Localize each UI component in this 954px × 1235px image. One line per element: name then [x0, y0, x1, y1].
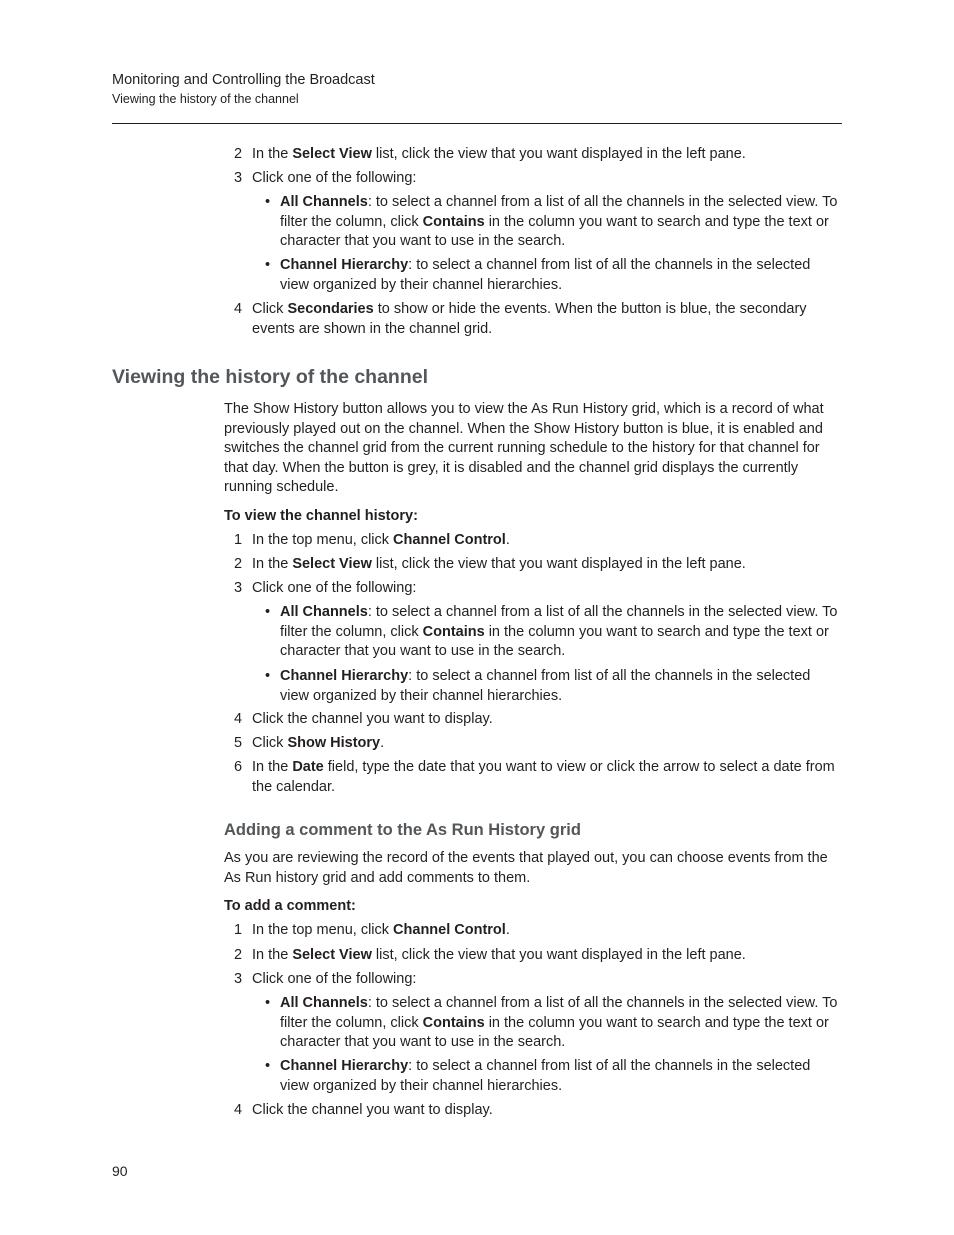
- paragraph-add-comment: As you are reviewing the record of the events that played out, you can choose events from the As Run history grid and add comments to them.: [224, 850, 828, 886]
- header-divider: [112, 123, 842, 124]
- bullet-dot: •: [265, 1058, 271, 1074]
- section-title: Viewing the history of the channel: [112, 92, 299, 106]
- chapter-title: Monitoring and Controlling the Broadcast: [112, 72, 375, 88]
- heading-viewing-history: Viewing the history of the channel: [112, 366, 429, 388]
- paragraph-show-history: The Show History button allows you to view the As Run History grid, which is a record of what previously played out on the channel. When the Show History button is blue, it is enabled and switches the channel grid from the current running schedule to the history for that channel for that day. When the button is grey, it is disabled and the channel grid displays the currently running schedule.: [224, 401, 824, 496]
- bullet-dot: •: [265, 668, 271, 684]
- bullet-dot: •: [265, 257, 271, 273]
- procedure-title-add-comment: To add a comment:: [224, 898, 356, 914]
- heading-adding-comment: Adding a comment to the As Run History grid: [224, 821, 581, 839]
- procedure-title-view-history: To view the channel history:: [224, 508, 418, 524]
- bullet-dot: •: [265, 995, 271, 1011]
- page-number: 90: [112, 1163, 128, 1179]
- running-header: [112, 70, 842, 108]
- bullet-dot: •: [265, 194, 271, 210]
- bullet-dot: •: [265, 604, 271, 620]
